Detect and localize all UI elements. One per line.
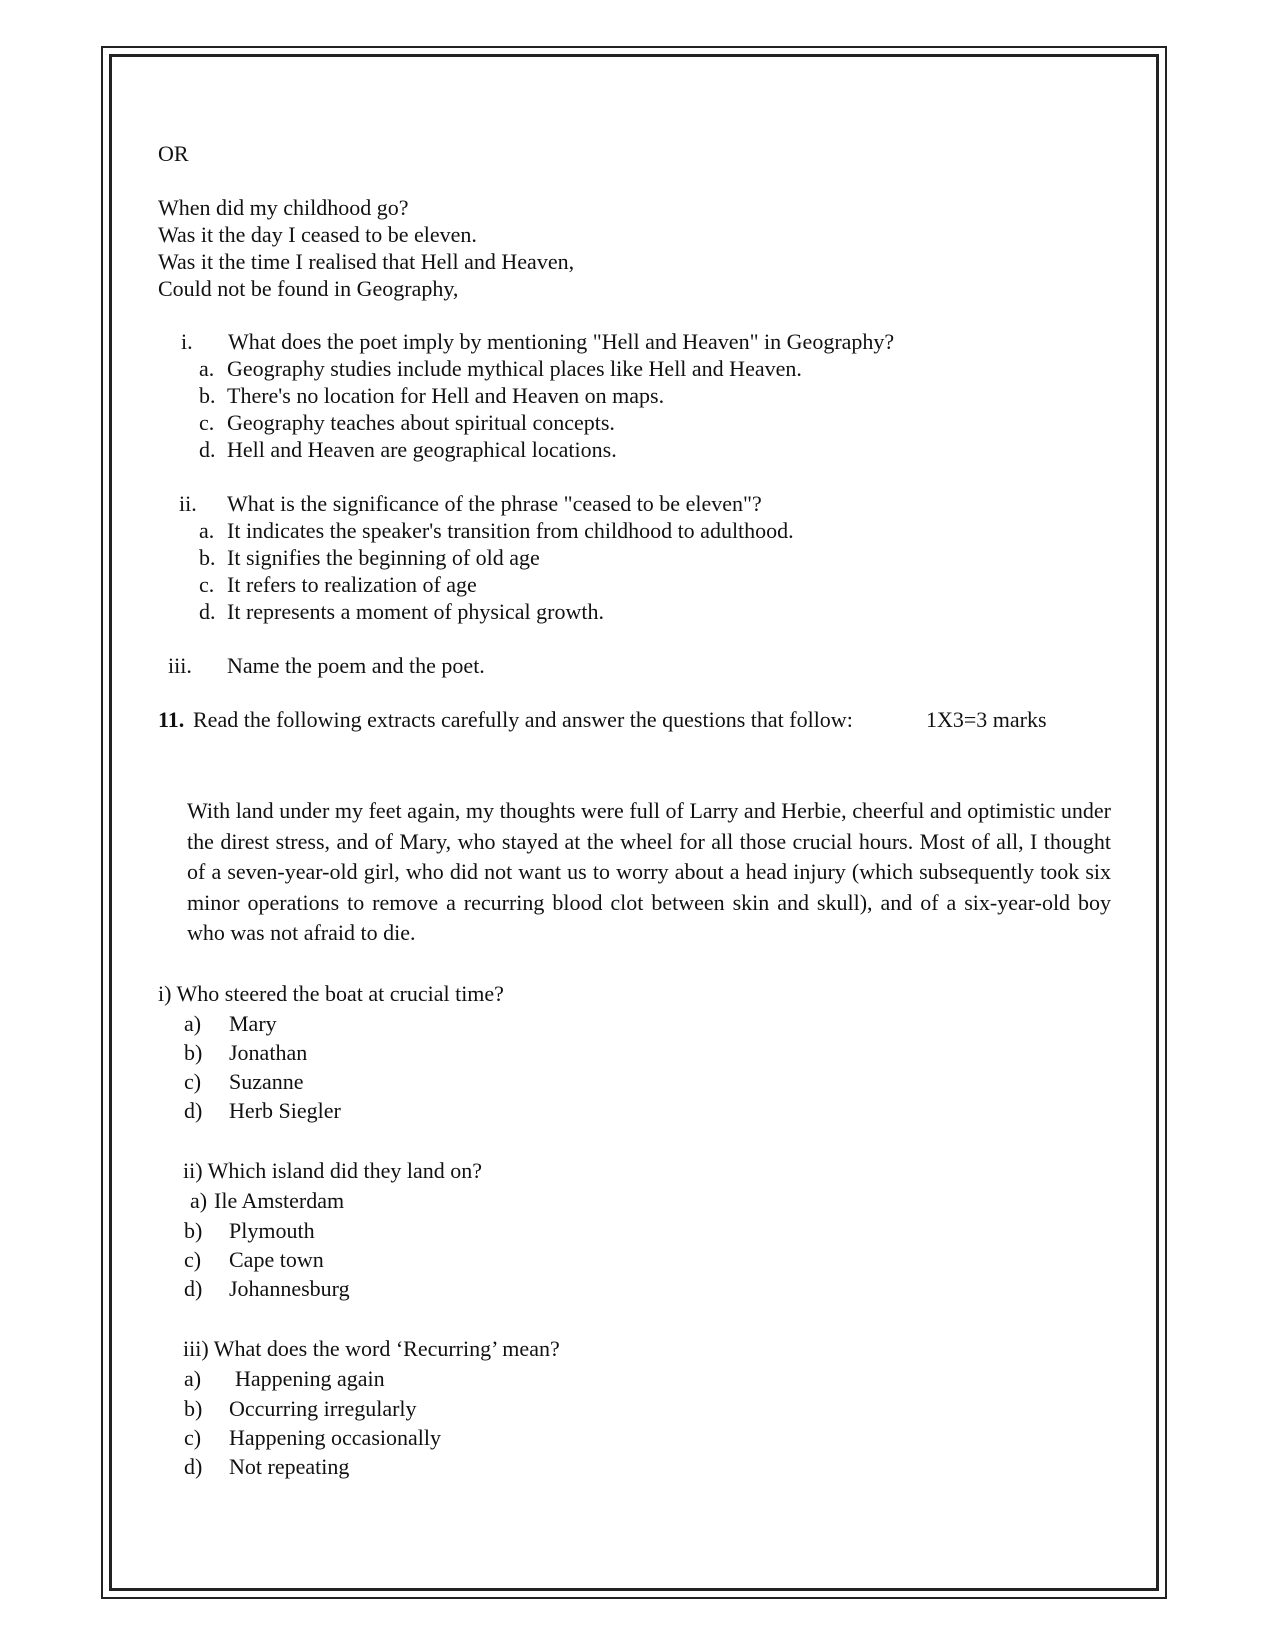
poem-line: When did my childhood go? [158,195,409,220]
option-text: Suzanne [229,1069,304,1094]
option-text: Happening occasionally [229,1425,441,1450]
sub-question-text: iii) What does the word ‘Recurring’ mean? [183,1336,560,1361]
option-text: Herb Siegler [229,1098,341,1123]
option-label: b) [184,1040,203,1065]
option-label: c) [184,1247,202,1272]
option-label: b. [199,383,216,408]
option-label: a) [184,1366,202,1391]
option-label: a) [190,1188,208,1213]
option-text: Plymouth [229,1218,315,1243]
option-text: Geography studies include mythical places like Hell and Heaven. [227,356,802,381]
poem-line: Was it the time I realised that Hell and Heaven, [158,249,575,274]
question-text: Name the poem and the poet. [227,653,485,678]
option-label: c. [199,572,215,597]
option-label: d) [184,1098,203,1123]
option-label: a. [199,356,215,381]
option-text: Occurring irregularly [229,1396,417,1421]
option-label: a) [184,1011,202,1036]
poem-line: Could not be found in Geography, [158,276,459,301]
option-text: Hell and Heaven are geographical locations. [227,437,617,462]
question-number: ii. [179,491,197,516]
option-text: Jonathan [229,1040,308,1065]
question-11-instruction: Read the following extracts carefully and answer the questions that follow: [193,707,853,732]
option-text: Happening again [235,1366,385,1391]
option-text: Mary [229,1011,277,1036]
question-11-number: 11. [158,707,185,732]
extract-passage: With land under my feet again, my thoughts were full of Larry and Herbie, cheerful and optimistic under the direst stress, and of Mary, who stayed at the wheel for all those crucial hours. Most of all, I thought of a seven-year-old girl, who did not want us to worry about a head injury (which subsequently took six minor operations to remove a recurring blood clot between skin and skull), and of a six-year-old boy who was not afraid to die. [187,798,1111,945]
option-text: It refers to realization of age [227,572,477,597]
question-text: What is the significance of the phrase "ceased to be eleven"? [227,491,762,516]
question-number: iii. [168,653,192,678]
option-label: b. [199,545,216,570]
option-text: Not repeating [229,1454,350,1479]
option-label: b) [184,1396,203,1421]
option-text: Geography teaches about spiritual concepts. [227,410,615,435]
sub-question-text: ii) Which island did they land on? [183,1158,482,1183]
option-text: It signifies the beginning of old age [227,545,540,570]
poem-line: Was it the day I ceased to be eleven. [158,222,477,247]
option-text: Ile Amsterdam [214,1188,345,1213]
option-label: c) [184,1425,202,1450]
option-label: b) [184,1218,203,1243]
option-label: c. [199,410,215,435]
option-label: a. [199,518,215,543]
option-label: d) [184,1454,203,1479]
question-text: What does the poet imply by mentioning "Hell and Heaven" in Geography? [228,329,895,354]
marks-label: 1X3=3 marks [926,707,1047,732]
option-label: d. [199,437,216,462]
option-text: There's no location for Hell and Heaven on maps. [227,383,665,408]
option-text: It represents a moment of physical growth. [227,599,604,624]
option-text: Johannesburg [229,1276,350,1301]
option-text: Cape town [229,1247,324,1272]
sub-question-text: i) Who steered the boat at crucial time? [158,981,504,1006]
question-number: i. [181,329,193,354]
or-label: OR [158,141,189,166]
option-label: c) [184,1069,202,1094]
option-label: d) [184,1276,203,1301]
option-text: It indicates the speaker's transition from childhood to adulthood. [227,518,794,543]
option-label: d. [199,599,216,624]
